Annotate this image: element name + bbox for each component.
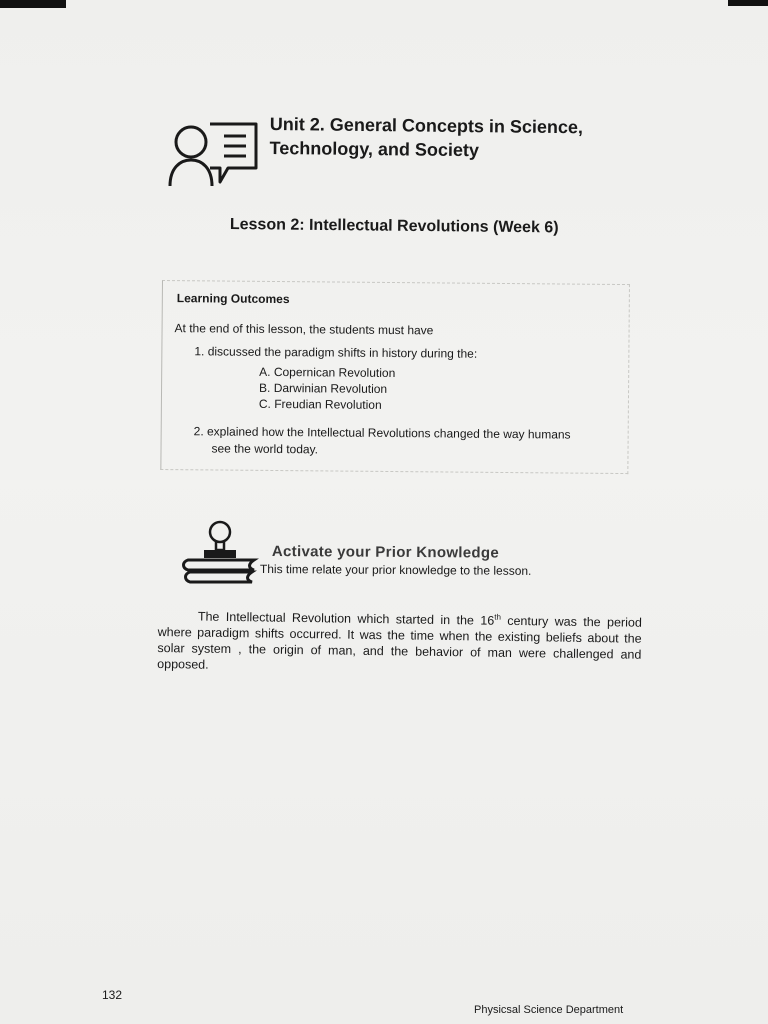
- learning-outcomes-box: [160, 280, 630, 474]
- outcome-number: 2.: [193, 424, 204, 439]
- outcome-text: discussed the paradigm shifts in history during the:: [207, 344, 478, 361]
- scan-edge-mark: [728, 0, 768, 6]
- revolution-list: [259, 364, 395, 413]
- outcome-item: [193, 423, 613, 461]
- section-subtitle: This time relate your prior knowledge to the lesson.: [259, 562, 532, 578]
- page-number: 132: [102, 988, 123, 1002]
- body-paragraph: [157, 608, 642, 679]
- paragraph-text: century was the period where paradigm shifts occurred. It was the time when the existing beliefs about the solar system , the origin of man, and the behavior of man were challenged and opposed.: [157, 613, 642, 672]
- unit-title: [269, 112, 629, 164]
- list-item: C. Freudian Revolution: [258, 396, 382, 412]
- section-title: Activate your Prior Knowledge: [271, 543, 500, 562]
- unit-title-line: Unit 2. General Concepts in Science,: [269, 113, 584, 138]
- outcome-number: 1.: [194, 344, 205, 359]
- lightbulb-books-icon: [180, 518, 260, 588]
- list-item: A. Copernican Revolution: [259, 364, 396, 381]
- paragraph-text: The Intellectual Revolution which started in the 16: [197, 609, 495, 628]
- outcome-item: [194, 344, 477, 360]
- unit-title-line: Technology, and Society: [269, 137, 480, 161]
- outcomes-heading: Learning Outcomes: [176, 291, 290, 307]
- ordinal-superscript: th: [494, 612, 501, 622]
- outcome-text-continued: see the world today.: [211, 441, 319, 457]
- outcomes-intro: At the end of this lesson, the students must have: [174, 321, 434, 338]
- outcome-text: explained how the Intellectual Revolutions changed the way humans: [206, 424, 571, 442]
- footer-department: Physicsal Science Department: [474, 1004, 624, 1016]
- list-item: B. Darwinian Revolution: [259, 380, 388, 396]
- scan-edge-mark: [0, 0, 66, 8]
- person-speech-icon: [166, 112, 262, 190]
- lesson-title: Lesson 2: Intellectual Revolutions (Week 6): [229, 216, 559, 237]
